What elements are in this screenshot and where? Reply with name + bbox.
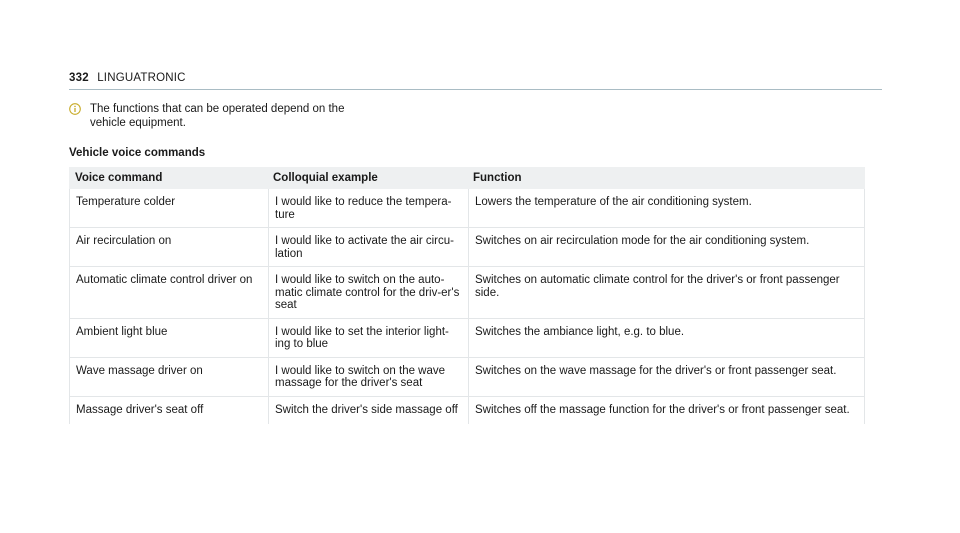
function-cell: Switches the ambiance light, e.g. to blue. — [468, 319, 864, 357]
voice-commands-table — [69, 167, 865, 424]
voice-command-cell: Ambient light blue — [76, 325, 168, 338]
function-cell: Lowers the temperature of the air conditioning system. — [468, 189, 864, 227]
table-row — [69, 397, 865, 425]
function-cell: Switches on automatic climate control for the driver's or front passenger side. — [468, 267, 864, 318]
voice-command-cell: Wave massage driver on — [76, 364, 203, 377]
colloquial-example-cell: I would like to switch on the wave massage for the driver's seat — [268, 358, 468, 396]
info-circle-icon — [69, 103, 81, 115]
section-name: LINGUATRONIC — [97, 72, 186, 84]
table-row — [69, 228, 865, 267]
column-header-voice-command: Voice command — [75, 171, 163, 184]
column-header-colloquial-example: Colloquial example — [273, 171, 378, 184]
function-cell: Switches on the wave massage for the driver's or front passenger seat. — [468, 358, 864, 396]
table-row — [69, 189, 865, 228]
function-cell: Switches off the massage function for the driver's or front passenger seat. — [468, 397, 864, 425]
voice-command-cell: Temperature colder — [76, 196, 176, 208]
table-header-row — [69, 167, 865, 189]
voice-command-cell: Air recirculation on — [76, 235, 172, 247]
page-header — [69, 72, 186, 84]
section-title: Vehicle voice commands — [69, 147, 206, 159]
column-header-function: Function — [473, 171, 522, 184]
colloquial-example-cell: I would like to activate the air circu-lation — [268, 228, 468, 266]
table-row — [69, 358, 865, 397]
note-text: The functions that can be operated depend on the vehicle equipment. — [90, 103, 345, 129]
table-row — [69, 267, 865, 319]
header-divider — [69, 89, 882, 90]
colloquial-example-cell: Switch the driver's side massage off — [268, 397, 468, 425]
function-cell: Switches on air recirculation mode for the air conditioning system. — [468, 228, 864, 266]
colloquial-example-cell: I would like to reduce the tempera-ture — [268, 189, 468, 227]
info-note — [69, 102, 350, 130]
voice-command-cell: Massage driver's seat off — [76, 403, 204, 416]
page-number: 332 — [69, 72, 89, 84]
colloquial-example-cell: I would like to set the interior light-ing to blue — [268, 319, 468, 357]
voice-command-cell: Automatic climate control driver on — [76, 274, 253, 286]
table-row — [69, 319, 865, 358]
colloquial-example-cell: I would like to switch on the auto-matic climate control for the driv-er's seat — [268, 267, 468, 318]
